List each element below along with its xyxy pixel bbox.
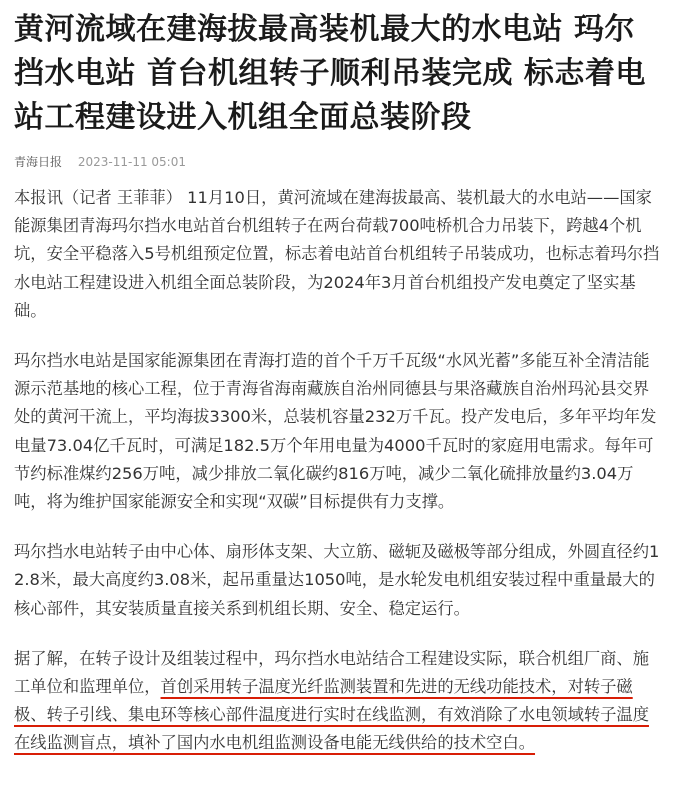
article-paragraph-2: 玛尔挡水电站是国家能源集团在青海打造的首个千万千瓦级“水风光蓄”多能互补全清洁能源示范基地的核心工程，位于青海省海南藏族自治州同德县与果洛藏族自治州玛沁县交界处的黄河干流上，平均海拔3300米，总装机容量232万千瓦。投产发电后，多年平均年发电量73.04亿千瓦时，可满足182.5万个年用电量为4000千瓦时的家庭用电需求。每年可节约标准煤约256万吨，减少排放二氧化碳约816万吨，减少二氧化硫排放量约3.04万吨，将为维护国家能源安全和实现“双碳”目标提供有力支撑。 bbox=[14, 351, 657, 512]
article-timestamp: 2023-11-11 05:01 bbox=[77, 155, 186, 169]
article-source[interactable]: 青海日报 bbox=[14, 155, 63, 169]
article-paragraph-4 bbox=[14, 645, 664, 758]
article-paragraph-3: 玛尔挡水电站转子由中心体、扇形体支架、大立筋、磁轭及磁极等部分组成，外圆直径约12.8米，最大高度约3.08米，起吊重量达1050吨，是水轮发电机组安装过程中重量最大的核心部件，其安装质量直接关系到机组长期、安全、稳定运行。 bbox=[14, 542, 660, 618]
paragraph-gap bbox=[14, 623, 664, 645]
paragraph-4-lead: 据了解，在转子设计及组装过程中，玛尔挡水电站结合工程建设实际，联合机组厂商、施工单位和监理单位， bbox=[14, 648, 649, 697]
paragraph-gap bbox=[14, 325, 664, 347]
article-meta bbox=[14, 154, 664, 170]
paragraph-gap bbox=[14, 516, 664, 538]
article-headline: 黄河流域在建海拔最高装机最大的水电站 玛尔挡水电站 首台机组转子顺利吊装完成 标志着电站工程建设进入机组全面总装阶段 bbox=[14, 12, 646, 135]
article-paragraph-1: 本报讯（记者 王菲菲） 11月10日，黄河流域在建海拔最高、装机最大的水电站——国家能源集团青海玛尔挡水电站首台机组转子在两台荷载700吨桥机合力吊装下，跨越4个机坑，安全平稳落入5号机组预定位置，标志着电站首台机组转子吊装成功，也标志着玛尔挡水电站工程建设进入机组全面总装阶段，为2024年3月首台机组投产发电奠定了坚实基础。 bbox=[14, 188, 660, 320]
highlighted-underlined-text: 首创采用转子温度光纤监测装置和先进的无线功能技术，对转子磁极、转子引线、集电环等核心部件温度进行实时在线监测，有效消除了水电领域转子温度在线监测盲点，填补了国内水电机组监测设备电能无线供给的技术空白。 bbox=[14, 677, 649, 753]
